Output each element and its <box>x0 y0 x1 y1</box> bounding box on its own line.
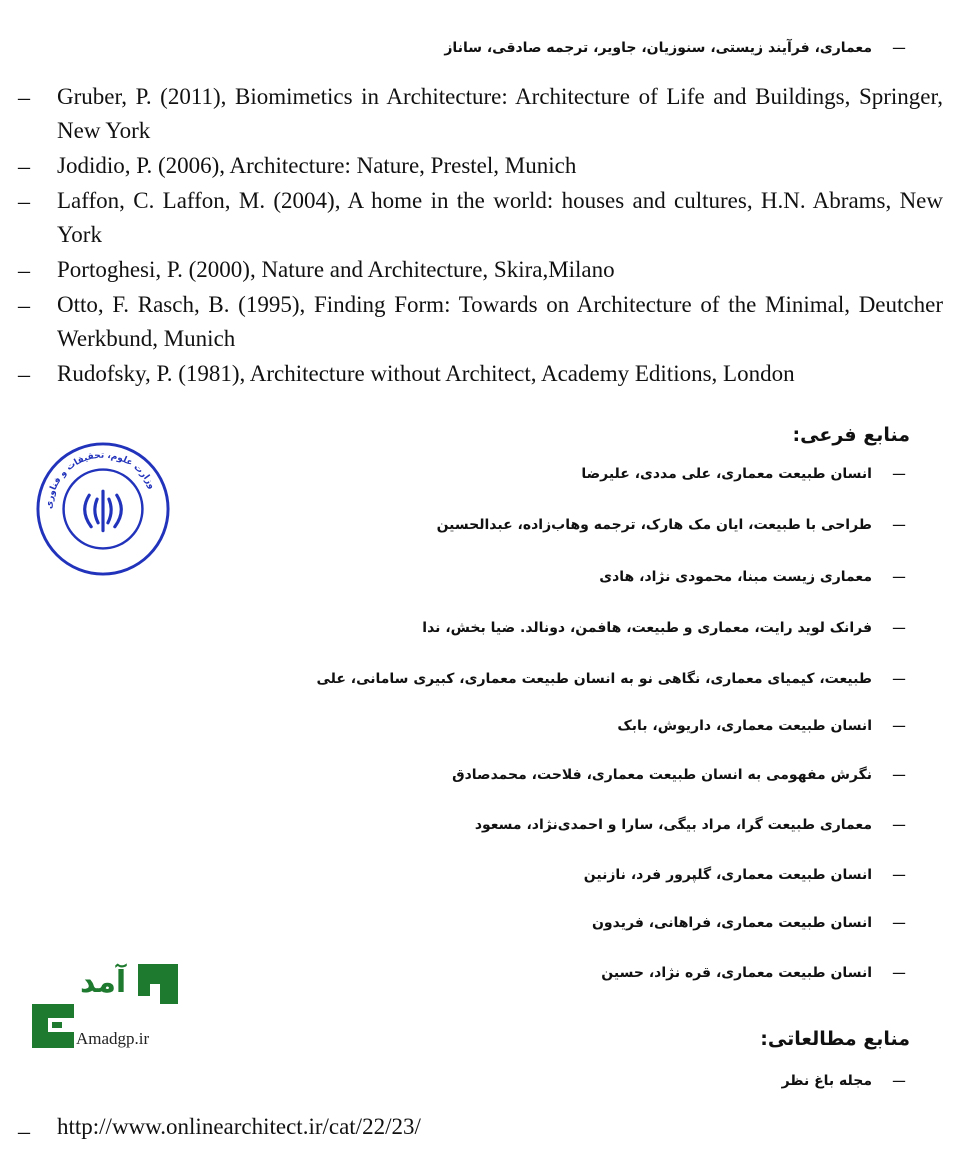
official-seal-icon <box>34 440 172 578</box>
secondary-reference: انسان طبیعت معماری، فراهانی، فریدون <box>591 915 872 931</box>
secondary-reference: طبیعت، کیمیای معماری، نگاهی نو به انسان طبیعت معماری، کبیری سامانی، علی <box>316 671 872 687</box>
list-dash: – <box>893 511 905 537</box>
list-dash: – <box>893 811 905 837</box>
list-dash: – <box>893 460 905 486</box>
list-dash: – <box>893 1067 905 1093</box>
secondary-reference: فرانک لوید رایت، معماری و طبیعت، هافمن، دونالد. ضیا بخش، ندا <box>422 620 872 636</box>
list-dash: – <box>18 258 30 284</box>
list-dash: – <box>893 665 905 691</box>
list-dash: – <box>18 85 30 111</box>
secondary-reference: انسان طبیعت معماری، علی مددی، علیرضا <box>581 466 872 482</box>
en-reference-rudofsky: Rudofsky, P. (1981), Architecture without Architect, Academy Editions, London <box>57 361 795 386</box>
en-reference-laffon: Laffon, C. Laffon, M. (2004), A home in the world: houses and cultures, H.N. Abrams, New York <box>57 188 943 247</box>
list-dash: – <box>893 959 905 985</box>
amad-logo-word: آمد <box>80 965 127 1000</box>
list-dash: – <box>893 761 905 787</box>
secondary-reference: طراحی با طبیعت، ایان مک هارک، ترجمه وهاب‌زاده، عبدالحسین <box>436 517 872 533</box>
secondary-reference: انسان طبیعت معماری، قره نژاد، حسین <box>601 965 872 981</box>
study-sources-heading: منابع مطالعاتی: <box>760 1028 910 1050</box>
en-reference-otto: Otto, F. Rasch, B. (1995), Finding Form: Towards on Architecture of the Minimal, Deutcher Werkbund, Munich <box>57 292 943 351</box>
en-reference-gruber: Gruber, P. (2011), Biomimetics in Architecture: Architecture of Life and Buildings, Springer, New York <box>57 84 943 143</box>
secondary-reference: انسان طبیعت معماری، گلپرور فرد، نازنین <box>583 867 872 883</box>
list-dash: – <box>18 189 30 215</box>
list-dash: – <box>18 362 30 388</box>
amad-logo-text: Amadgp.ir <box>76 1029 150 1048</box>
list-dash: – <box>893 909 905 935</box>
list-dash: – <box>18 293 30 319</box>
seal-ring-text: وزارت علوم، تحقیقات و فناوری <box>44 450 157 510</box>
list-dash: – <box>893 861 905 887</box>
en-reference-portoghesi: Portoghesi, P. (2000), Nature and Architecture, Skira,Milano <box>57 257 615 282</box>
list-dash: – <box>893 614 905 640</box>
secondary-reference: معماری طبیعت گرا، مراد بیگی، سارا و احمدی‌نژاد، مسعود <box>474 817 872 833</box>
fa-top-reference: معماری، فرآیند زیستی، سنوزیان، جاویر، ترجمه صادقی، ساناز <box>444 40 872 56</box>
secondary-sources-heading: منابع فرعی: <box>792 424 910 446</box>
secondary-reference: نگرش مفهومی به انسان طبیعت معماری، فلاحت، محمدصادق <box>452 767 872 783</box>
list-dash: – <box>18 154 30 180</box>
url-reference: http://www.onlinearchitect.ir/cat/22/23/ <box>57 1114 421 1139</box>
study-reference: مجله باغ نظر <box>781 1073 872 1089</box>
list-dash: – <box>18 1119 30 1145</box>
en-reference-jodidio: Jodidio, P. (2006), Architecture: Nature, Prestel, Munich <box>57 153 577 178</box>
list-dash: – <box>893 712 905 738</box>
list-dash: – <box>893 34 905 60</box>
list-dash: – <box>893 563 905 589</box>
secondary-reference: معماری زیست مبنا، محمودی نژاد، هادی <box>599 569 872 585</box>
secondary-reference: انسان طبیعت معماری، داریوش، بابک <box>617 718 872 734</box>
